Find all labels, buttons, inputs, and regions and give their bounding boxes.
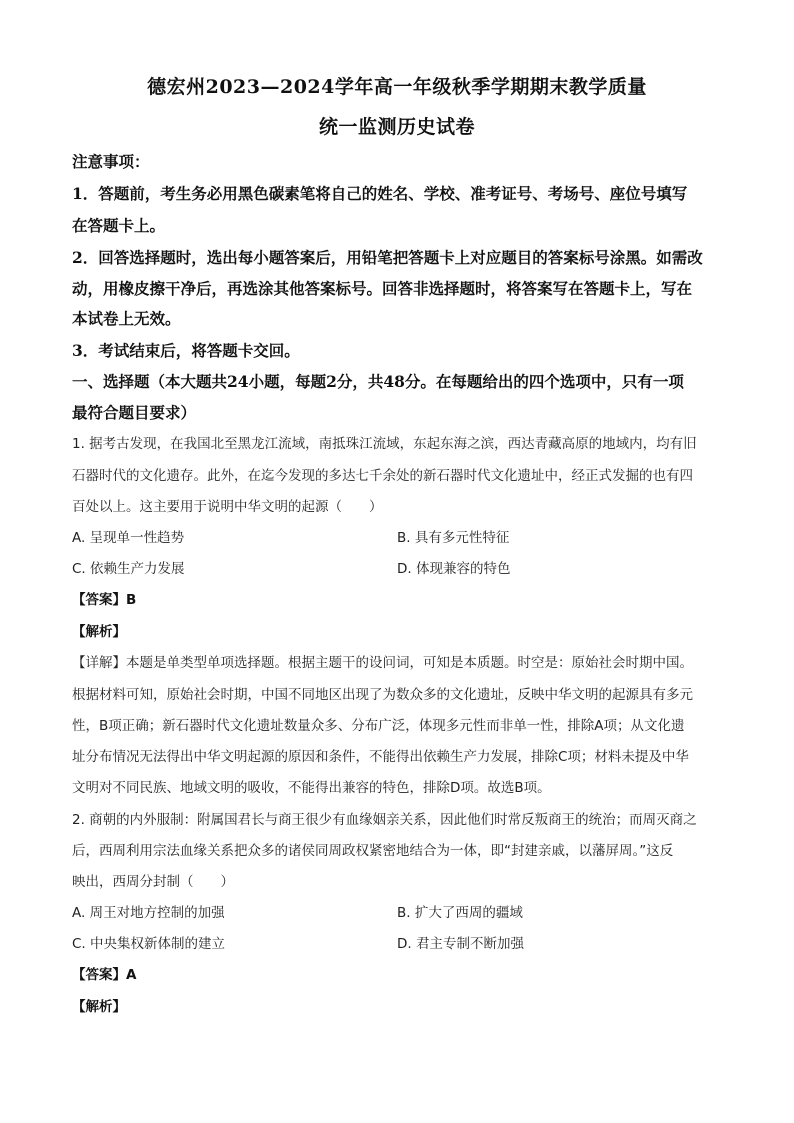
notice-line: 1．答题前，考生务必用黑色碳素笔将自己的姓名、学校、准考证号、考场号、座位号填写 xyxy=(72,184,688,203)
q1-analysis-label: 【解析】 xyxy=(72,624,126,640)
notice-line: 2．回答选择题时，选出每小题答案后，用铅笔把答题卡上对应题目的答案标号涂黑。如需改 xyxy=(72,248,703,267)
q1-option-b: B. 具有多元性特征 xyxy=(397,530,510,546)
q1-option-c: C. 依赖生产力发展 xyxy=(72,561,185,577)
q2-stem-line: 2. 商朝的内外服制：附属国君长与商王很少有血缘姻亲关系，因此他们时常反叛商王的统治；而周灭商之 xyxy=(72,812,697,828)
q1-detail-line: 【详解】本题是单类型单项选择题。根据主题干的设问词，可知是本质题。时空是：原始社会时期中国。 xyxy=(72,655,693,671)
notice-heading: 注意事项： xyxy=(72,152,150,171)
q1-option-a: A. 呈现单一性趋势 xyxy=(72,530,185,546)
q2-option-d: D. 君主专制不断加强 xyxy=(397,936,524,952)
notice-line: 在答题卡上。 xyxy=(72,216,166,235)
q2-stem-line: 映出，西周分封制（ ） xyxy=(72,874,234,890)
q2-option-a: A. 周王对地方控制的加强 xyxy=(72,905,225,921)
section-heading-cont: 最符合题目要求） xyxy=(72,403,197,422)
q1-detail-line: 根据材料可知，原始社会时期，中国不同地区出现了为数众多的文化遗址，反映中华文明的起源具有多元 xyxy=(72,687,693,703)
notice-line: 动，用橡皮擦干净后，再选涂其他答案标号。回答非选择题时，将答案写在答题卡上，写在 xyxy=(72,279,693,298)
q1-detail-line: 址分布情况无法得出中华文明起源的原因和条件，不能得出依赖生产力发展，排除C项；材料未提及中华 xyxy=(72,749,689,765)
exam-title-line2: 统一监测历史试卷 xyxy=(318,116,475,138)
q1-stem-line: 石器时代的文化遗存。此外，在迄今发现的多达七千余处的新石器时代文化遗址中，经正式发掘的也有四 xyxy=(72,468,693,484)
q2-option-b: B. 扩大了西周的疆域 xyxy=(397,905,523,921)
q2-stem-line: 后，西周利用宗法血缘关系把众多的诸侯同周政权紧密地结合为一体，即“封建亲戚，以藩屏周。”这反 xyxy=(72,843,674,859)
q1-detail-line: 文明对不同民族、地域文明的吸收，不能得出兼容的特色，排除D项。故选B项。 xyxy=(72,780,551,796)
q1-answer: 【答案】B xyxy=(72,592,137,608)
q1-stem-line: 百处以上。这主要用于说明中华文明的起源（ ） xyxy=(72,499,383,515)
q1-stem-line: 1. 据考古发现，在我国北至黑龙江流域，南抵珠江流域，东起东海之滨，西达青藏高原的地域内，均有旧 xyxy=(72,436,697,452)
q2-analysis-label: 【解析】 xyxy=(72,999,126,1015)
exam-title-line1: 德宏州2023—2024学年高一年级秋季学期期末教学质量 xyxy=(147,76,647,98)
q2-option-c: C. 中央集权新体制的建立 xyxy=(72,936,226,952)
q2-answer: 【答案】A xyxy=(72,967,137,983)
q1-option-d: D. 体现兼容的特色 xyxy=(397,561,511,577)
notice-line: 本试卷上无效。 xyxy=(72,309,181,328)
q1-detail-line: 性，B项正确；新石器时代文化遗址数量众多、分布广泛，体现多元性而非单一性，排除A项；从文化遗 xyxy=(72,718,685,734)
section-heading: 一、选择题（本大题共24小题，每题2分，共48分。在每题给出的四个选项中，只有一项 xyxy=(72,372,684,391)
notice-line: 3．考试结束后，将答题卡交回。 xyxy=(72,341,300,360)
